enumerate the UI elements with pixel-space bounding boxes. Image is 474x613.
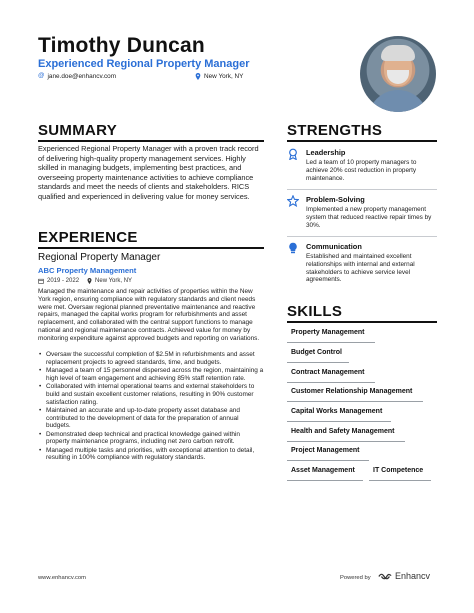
summary-text: Experienced Regional Property Manager with a proven track record of delivering high-quality property management services. Highly skilled in managing budgets, implementing best practices, and overseeing property maintenance activities to achieve compliance standards and meet the needs of clients and stakeholders. RICS qualified and experienced in delivering value for money services. (38, 144, 259, 201)
contact-email[interactable] (38, 73, 116, 80)
strengths-heading: STRENGTHS (287, 122, 383, 139)
calendar-icon (38, 278, 44, 284)
experience-description: Managed the maintenance and repair activities of properties within the New York region, ensuring compliance with regulatory standards and client needs were met. Oversaw regional planned preventative maintenance and reactive repairs, managed the capital works program for refurbishments and asset replacement, and collaborated with the central support functions to manage national and regional maintenance contracts. Achieved value for money by monitoring expenditure against approved budgets and reporting on variations. (38, 288, 260, 342)
location-text: New York, NY (204, 73, 244, 80)
experience-location-text: New York, NY (95, 278, 133, 284)
at-icon: @ (38, 72, 45, 80)
experience-location (87, 278, 132, 284)
skills-heading: SKILLS (287, 303, 343, 320)
skill-tag: Customer Relationship Management (291, 388, 413, 395)
list-item: • Managed a team of 15 personnel dispersed across the region, maintaining a high level of team engagement and achieving 85% staff retention rate. (38, 367, 264, 383)
strength-desc: Led a team of 10 property managers to achieve 20% cost reduction in property maintenance. (306, 159, 417, 182)
strength-separator (287, 236, 437, 237)
skill-underline (287, 382, 375, 383)
strength-title: Leadership (306, 148, 346, 157)
contact-location (195, 73, 243, 80)
strength-title: Communication (306, 242, 362, 251)
map-pin-icon (195, 73, 201, 80)
skill-underline (287, 421, 391, 422)
list-item: • Collaborated with internal operational teams and external stakeholders to build and sustain excellent customer relations, resulting in 90% customer satisfaction rating. (38, 383, 264, 406)
strength-desc: Established and maintained excellent relationships with internal and external stakeholders to achieve service level agreements. (306, 253, 415, 284)
summary-heading: SUMMARY (38, 122, 118, 139)
skill-tag: Asset Management (291, 467, 355, 474)
skill-tag: Contract Management (291, 369, 365, 376)
list-item: • Demonstrated deep technical and practical knowledge gained within property maintenance programs, including net zero carbon retrofit. (38, 431, 264, 447)
experience-company[interactable]: ABC Property Management (38, 266, 137, 275)
star-outline-icon (287, 195, 299, 207)
skill-tag: Budget Control (291, 349, 342, 356)
strengths-divider (287, 140, 437, 142)
skill-tag: Property Management (291, 329, 365, 336)
list-item: • Managed multiple tasks and priorities, with exceptional attention to detail, resulting in 100% compliance with regulatory standards. (38, 447, 264, 463)
strength-desc: Implemented a new property management system that reduced reactive repair times by 30%. (306, 206, 432, 229)
footer-powered-by: Powered by (340, 575, 371, 581)
experience-divider (38, 247, 264, 249)
skill-underline (287, 460, 369, 461)
skill-underline (287, 362, 349, 363)
footer-brand[interactable] (378, 571, 430, 581)
experience-bullets (38, 351, 264, 463)
skill-underline (287, 480, 363, 481)
skill-underline (287, 401, 423, 402)
skill-underline (287, 441, 405, 442)
candidate-name: Timothy Duncan (38, 34, 205, 57)
experience-heading: EXPERIENCE (38, 229, 138, 246)
summary-divider (38, 140, 264, 142)
skill-tag: Health and Safety Management (291, 428, 395, 435)
footer-brand-text: Enhancv (395, 571, 431, 581)
skill-underline (287, 342, 375, 343)
skill-tag: Capital Works Management (291, 408, 383, 415)
award-ribbon-icon (287, 148, 299, 160)
skill-tag: IT Competence (373, 467, 424, 474)
experience-role: Regional Property Manager (38, 252, 161, 263)
list-item: • Maintained an accurate and up-to-date property asset database and contributed to the development of data for the preparation of annual budgets. (38, 407, 264, 430)
skill-tag: Project Management (291, 447, 360, 454)
footer-url[interactable]: www.enhancv.com (38, 575, 86, 581)
skill-underline (369, 480, 431, 481)
candidate-title: Experienced Regional Property Manager (38, 58, 250, 70)
experience-meta (38, 278, 132, 284)
experience-dates (38, 278, 79, 284)
list-item: • Oversaw the successful completion of $2.5M in refurbishments and asset replacement projects to agreed standards, time, and budgets. (38, 351, 264, 367)
enhancv-logo-icon (378, 572, 392, 581)
map-pin-icon (87, 278, 92, 284)
skills-divider (287, 321, 437, 323)
experience-dates-text: 2019 - 2022 (47, 278, 80, 284)
profile-photo (360, 36, 436, 112)
email-text: jane.doe@enhancv.com (47, 73, 117, 80)
strength-title: Problem-Solving (306, 195, 365, 204)
strength-separator (287, 189, 437, 190)
lightbulb-icon (287, 242, 299, 254)
